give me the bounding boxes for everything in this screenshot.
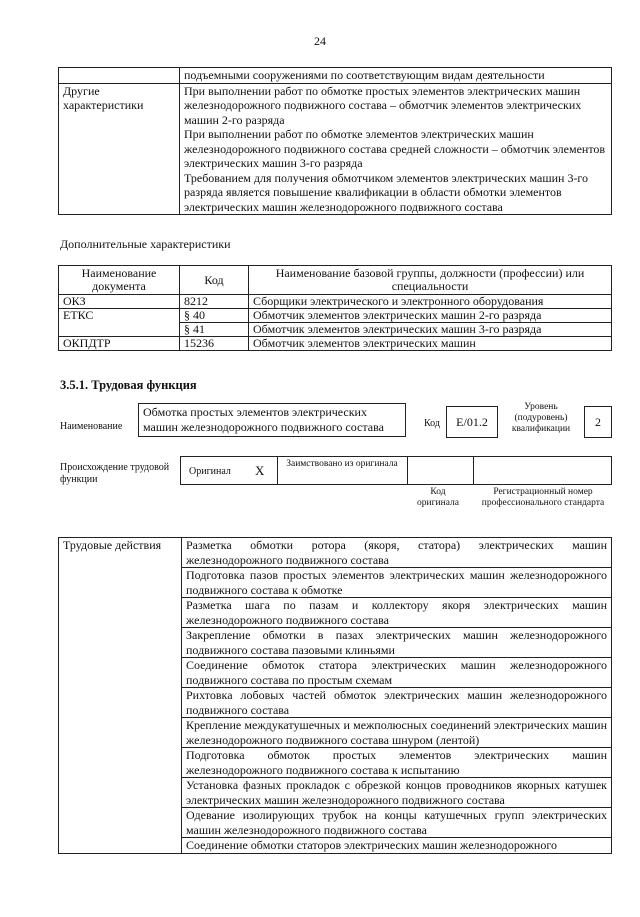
table-cell: Сборщики электрического и электронного оборудования [249,295,612,309]
labor-action-item: Разметка шага по пазам и коллектору якоря электрических машин железнодорожного подвижного состава [182,598,612,628]
table-cell: Обмотчик элементов электрических машин 2-го разряда [249,309,612,323]
table-cell: Трудовые действия [59,538,182,854]
function-name-field: Обмотка простых элементов электрических машин железнодорожного подвижного состава [138,403,406,437]
labor-action-item: Установка фазных прокладок с обрезкой концов проводников якорных катушек электрических машин железнодорожного подвижного состава [182,778,612,808]
table-row [59,309,612,323]
table-cell: ОКЗ [59,295,180,309]
column-header: Код [180,266,249,295]
table-cell: Обмотчик элементов электрических машин 3-го разряда [249,323,612,337]
labor-action-item: Подготовка пазов простых элементов электрических машин железнодорожного подвижного состава к обмотке [182,568,612,598]
table-row [59,68,612,84]
table-row [59,83,612,215]
level-label: Уровень (подуровень) квалификации [511,402,571,434]
origin-label: Происхождение трудовой функции [60,462,170,485]
paragraph: подъемными сооружениями по соответствующим видам деятельности [184,68,545,82]
original-checkmark: X [255,463,265,478]
table-cell: 8212 [180,295,249,309]
labor-action-item: Крепление междукатушечных и межполюсных соединений электрических машин железнодорожного подвижного состава шнуром (лентой) [182,718,612,748]
other-characteristics-table [58,67,612,215]
code-original-label: Код оригинала [417,487,459,508]
labor-action-item: Соединение обмотки статоров электрических машин железнодорожного [182,838,612,854]
column-header: Наименование базовой группы, должности (профессии) или специальности [249,266,612,295]
original-label: Оригинал [189,466,231,477]
table-cell: § 40 [180,309,249,323]
origin-grid [180,456,612,485]
borrowed-label: Заимствовано из оригинала [286,459,398,469]
table-row [59,295,612,309]
table-cell: Обмотчик элементов электрических машин [249,337,612,351]
table-cell: Другие характеристики [59,83,180,215]
table-cell [59,68,180,84]
table-cell: § 41 [180,323,249,337]
labor-action-item: Закрепление обмотки в пазах электрических машин железнодорожного подвижного состава пазовыми клиньями [182,628,612,658]
code-label: Код [424,418,440,429]
divider [277,457,278,484]
table-row [59,538,612,568]
labor-actions-table [58,537,612,854]
divider [407,457,408,484]
classification-table [58,265,612,351]
column-header: Наименование документа [59,266,180,295]
paragraph: При выполнении работ по обмотке элементов электрических машин железнодорожного подвижного состава средней сложности – обмотчик элементов электрических машин 3-го разряда [184,127,606,170]
labor-action-item: Разметка обмотки ротора (якоря, статора) электрических машин железнодорожного подвижного состава [182,538,612,568]
reg-number-label: Регистрационный номер профессионального стандарта [481,487,605,508]
paragraph: Требованием для получения обмотчиком элементов электрических машин 3-го разряда является повышение квалификации в области обмотки элементов электрических машин железнодорожного подвижного состава [184,170,589,214]
labor-action-item: Одевание изолирующих трубок на концы катушечных групп электрических машин железнодорожного подвижного состава [182,808,612,838]
labor-action-item: Рихтовка лобовых частей обмоток электрических машин железнодорожного подвижного состава [182,688,612,718]
additional-characteristics-heading: Дополнительные характеристики [60,237,231,251]
section-title: 3.5.1. Трудовая функция [60,378,197,392]
divider [473,457,474,484]
table-cell: 15236 [180,337,249,351]
table-cell [180,68,612,84]
labor-action-item: Соединение обмоток статора электрических машин железнодорожного подвижного состава по простым схемам [182,658,612,688]
function-code-field: E/01.2 [446,406,498,438]
page-number: 24 [314,34,326,48]
labor-action-item: Подготовка обмоток простых элементов электрических машин железнодорожного подвижного состава к испытанию [182,748,612,778]
level-field: 2 [584,406,612,438]
table-header-row [59,266,612,295]
table-row [59,337,612,351]
paragraph: При выполнении работ по обмотке простых элементов электрических машин железнодорожного подвижного состава – обмотчик элементов электрических машин 2-го разряда [184,83,582,127]
table-cell [180,83,612,215]
name-label: Наименование [60,421,123,432]
table-cell: ЕТКС [59,309,180,337]
table-cell: ОКПДТР [59,337,180,351]
